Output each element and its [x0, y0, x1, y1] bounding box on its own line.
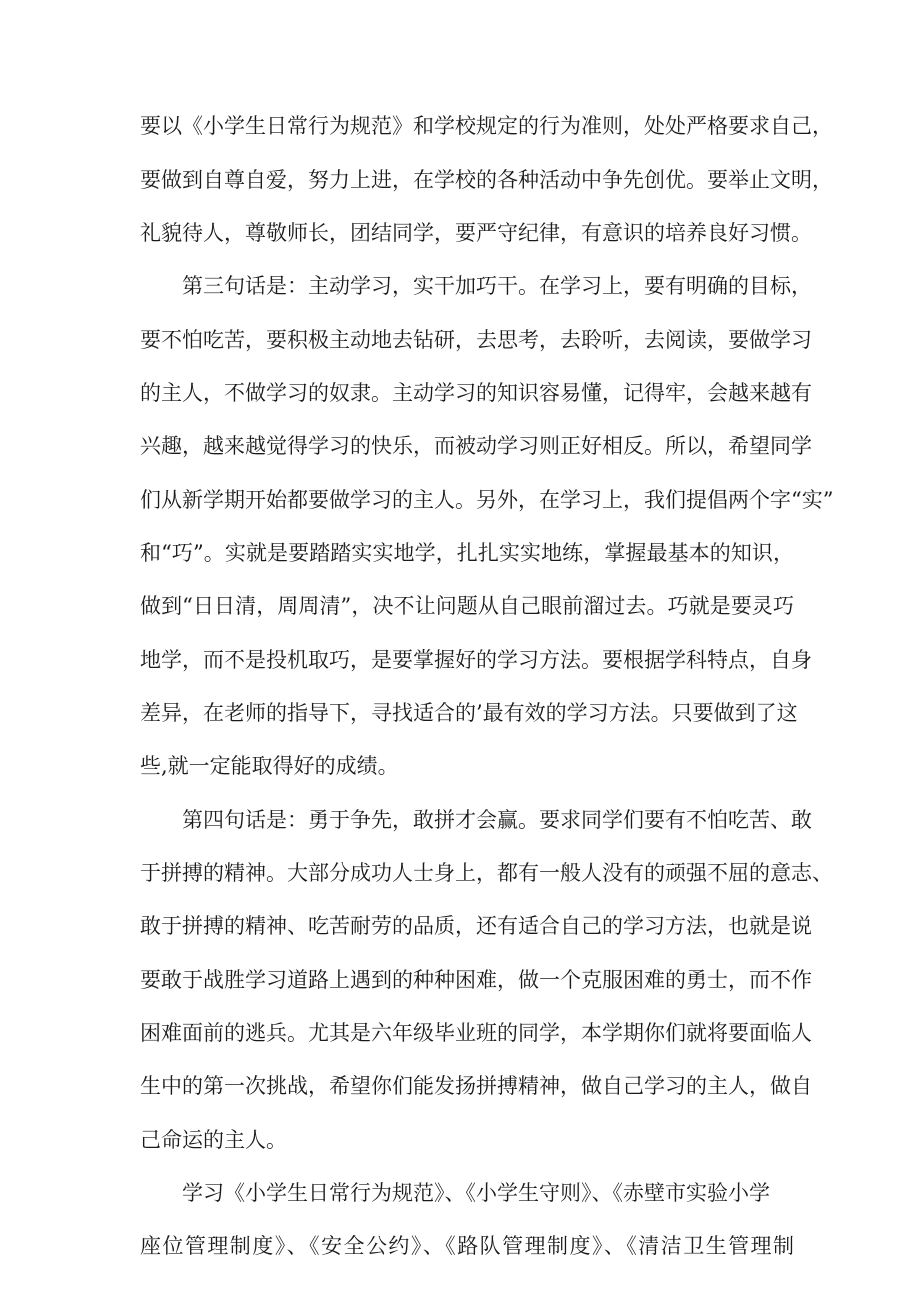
paragraph-line: 些,就一定能取得好的成绩。 [140, 754, 399, 778]
paragraph-line: 生中的第一次挑战，希望你们能发扬拼搏精神，做自己学习的主人，做自 [140, 1074, 812, 1098]
paragraph-line: 做到“日日清，周周清”，决不让问题从自己眼前溜过去。巧就是要灵巧 [140, 594, 794, 618]
paragraph-line: 学习《小学生日常行为规范》、《小学生守则》、《赤壁市实验小学 [182, 1181, 770, 1205]
paragraph-line: 兴趣，越来越觉得学习的快乐，而被动学习则正好相反。所以，希望同学 [140, 434, 812, 458]
paragraph-line: 地学，而不是投机取巧，是要掌握好的学习方法。要根据学科特点，自身 [140, 648, 812, 672]
paragraph-line: 第四句话是：勇于争先，敢拼才会赢。要求同学们要有不怕吃苦、敢 [182, 808, 812, 832]
paragraph-line: 困难面前的逃兵。尤其是六年级毕业班的同学，本学期你们就将要面临人 [140, 1021, 812, 1045]
paragraph-line: 礼貌待人，尊敬师长，团结同学，要严守纪律，有意识的培养良好习惯。 [140, 221, 812, 245]
paragraph-line: 要以《小学生日常行为规范》和学校规定的行为准则，处处严格要求自己， [140, 114, 833, 138]
paragraph-line: 要敢于战胜学习道路上遇到的种种困难，做一个克服困难的勇士，而不作 [140, 968, 812, 992]
paragraph-line: 们从新学期开始都要做学习的主人。另外，在学习上，我们提倡两个字“实” [140, 488, 834, 512]
paragraph-line: 敢于拼搏的精神、吃苦耐劳的品质，还有适合自己的学习方法，也就是说 [140, 914, 812, 938]
paragraph-line: 座位管理制度》、《安全公约》、《路队管理制度》、《清洁卫生管理制 [140, 1234, 794, 1258]
paragraph-line: 和“巧”。实就是要踏踏实实地学，扎扎实实地练，掌握最基本的知识， [140, 541, 794, 565]
paragraph-line: 差异，在老师的指导下，寻找适合的’最有效的学习方法。只要做到了这 [140, 701, 798, 725]
paragraph-line: 于拼搏的精神。大部分成功人士身上，都有一般人没有的顽强不屈的意志、 [140, 861, 833, 885]
paragraph-line: 的主人，不做学习的奴隶。主动学习的知识容易懂，记得牢，会越来越有 [140, 381, 812, 405]
paragraph-line: 要不怕吃苦，要积极主动地去钻研，去思考，去聆听，去阅读，要做学习 [140, 328, 812, 352]
paragraph-line: 己命运的主人。 [140, 1128, 287, 1152]
paragraph-line: 第三句话是：主动学习，实干加巧干。在学习上，要有明确的目标， [182, 274, 812, 298]
paragraph-line: 要做到自尊自爱，努力上进，在学校的各种活动中争先创优。要举止文明， [140, 168, 833, 192]
